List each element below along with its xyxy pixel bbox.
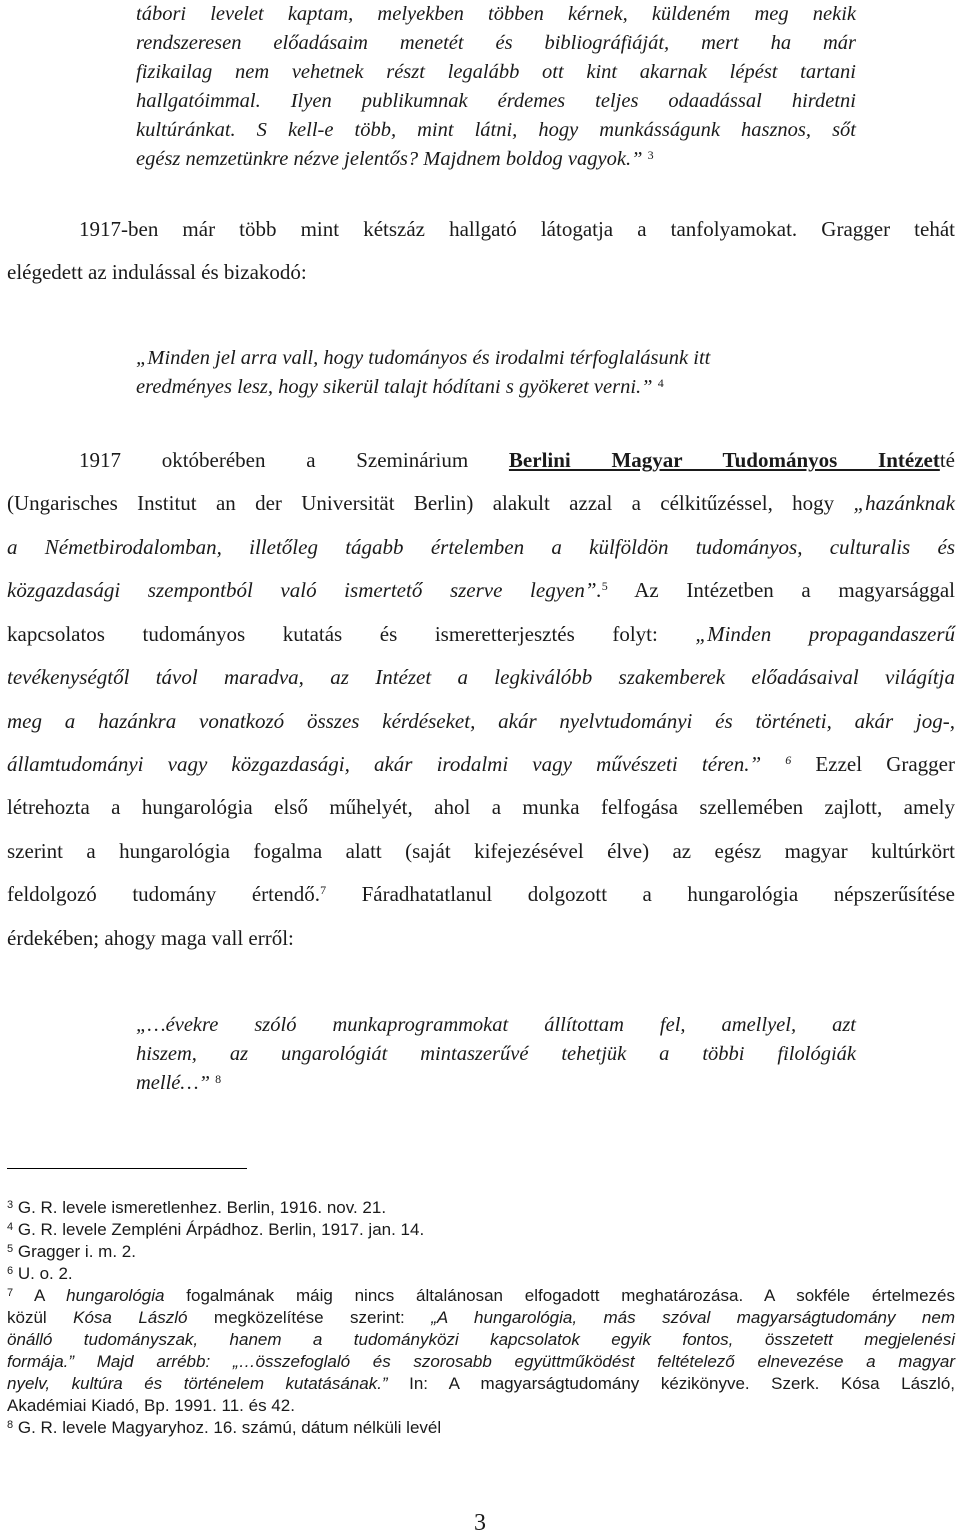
footnote-number: 6	[7, 1265, 14, 1277]
page-number: 3	[474, 1510, 486, 1536]
footnote-number: 4	[7, 1221, 14, 1233]
block-quote-3	[136, 1011, 856, 1098]
text-span: elégedett az indulással és bizakodó:	[7, 260, 307, 284]
text-span: „hazánknak	[853, 491, 955, 515]
text-span: Kósa László	[73, 1308, 188, 1327]
text-span: 1917-ben már több mint kétszáz hallgató látogatja a tanfolyamokat. Gragger tehát	[79, 217, 955, 241]
text-span: államtudományi vagy közgazdasági, akár irodalmi vagy művészeti téren.”	[7, 752, 762, 776]
text-span: „A hungarológia, más szóval magyarságtudomány nem	[431, 1308, 955, 1327]
paragraph-line	[7, 259, 955, 285]
block-quote-2	[136, 344, 856, 402]
paragraph-line	[7, 621, 955, 647]
footnote-5	[7, 1241, 955, 1263]
footnote-number: 3	[7, 1199, 14, 1211]
footnote-ref: 5	[601, 579, 608, 593]
quote-line-last	[136, 1069, 856, 1098]
quote-line: kultúránkat. S kell-e több, mint látni, hogy munkásságunk hasznos, sőt	[136, 119, 856, 141]
quote-line: hiszem, az ungarológiát mintaszerűvé tehetjük a többi filológiák	[136, 1043, 856, 1065]
footnote-ref: 4	[657, 376, 664, 390]
footnotes	[7, 1197, 955, 1439]
text-span: közül	[7, 1308, 74, 1327]
footnote-line	[7, 1351, 955, 1373]
footnote-text: G. R. levele ismeretlenhez. Berlin, 1916. nov. 21.	[13, 1198, 387, 1217]
paragraph-line	[7, 490, 955, 516]
quote-line: mellé…”	[136, 1072, 211, 1094]
text-span: 1917 októberében a Szeminárium	[79, 448, 509, 472]
footnote-text: Gragger i. m. 2.	[13, 1242, 136, 1261]
footnote-number: 5	[7, 1243, 14, 1255]
paragraph-line	[7, 216, 955, 242]
text-span: közgazdasági szempontból való ismertető szerve legyen”.	[7, 578, 602, 602]
text-span: a Németbirodalomban, illetőleg tágabb értelemben a külföldön tudományos, culturalis és	[7, 535, 955, 559]
text-span: önálló tudományszak, hanem a tudományközi kapcsolatok egyik fontos, összetett megjelenési	[7, 1330, 955, 1349]
quote-line: eredményes lesz, hogy sikerül talajt hódítani s gyökeret verni.”	[136, 376, 653, 398]
text-span: té	[939, 448, 955, 472]
paragraph-line	[7, 794, 955, 820]
footnote-ref: 8	[215, 1072, 222, 1086]
text-span: Az Intézetben a magyarsággal	[607, 578, 955, 602]
footnote-line	[7, 1329, 955, 1351]
text-span: szerint a hungarológia fogalma alatt (saját kifejezésével élve) az egész magyar kultúrkört	[7, 839, 955, 863]
footnote-number: 7	[7, 1287, 14, 1299]
text-span: Fáradhatatlanul dolgozott a hungarológia népszerűsítése	[326, 882, 955, 906]
text-span: (Ungarisches Institut an der Universität Berlin) alakult azzal a célkitűzéssel, hogy	[7, 491, 854, 515]
paragraph-line	[7, 664, 955, 690]
text-span: „Minden propagandaszerű	[695, 622, 956, 646]
text-span: Ezzel Gragger	[791, 752, 955, 776]
quote-line-last	[136, 373, 856, 402]
text-span: nyelv, kultúra és történelem kutatásának.”	[7, 1374, 388, 1393]
paragraph-line	[7, 838, 955, 864]
text-span: feldolgozó tudomány értendő.	[7, 882, 321, 906]
text-span: kapcsolatos tudományos kutatás és ismeretterjesztés folyt:	[7, 622, 696, 646]
footnote-line	[7, 1373, 955, 1395]
footnote-4	[7, 1219, 955, 1241]
text-span: létrehozta a hungarológia első műhelyét, ahol a munka felfogása szellemében zajlott, amely	[7, 795, 955, 819]
text-span: meg a hazánkra vonatkozó összes kérdéseket, akár nyelvtudományi és történeti, akár jog-,	[7, 709, 955, 733]
footnote-7	[7, 1285, 955, 1417]
quote-line: tábori levelet kaptam, melyekben többen kérnek, küldeném meg nekik	[136, 3, 856, 25]
quote-line: hallgatóimmal. Ilyen publikumnak érdemes teljes odaadással hirdetni	[136, 90, 856, 112]
text-span: hungarológia	[66, 1286, 165, 1305]
footnote-line	[7, 1307, 955, 1329]
paragraph-line	[7, 925, 955, 951]
footnote-line: Akadémiai Kiadó, Bp. 1991. 11. és 42.	[7, 1396, 295, 1415]
footnote-8	[7, 1417, 955, 1439]
paragraph-line	[7, 577, 955, 603]
paragraph-line	[7, 447, 955, 473]
paragraph-line	[7, 708, 955, 734]
paragraph-line	[7, 881, 955, 907]
text-span: In: A magyarságtudomány kézikönyve. Szerk. Kósa László,	[387, 1374, 955, 1393]
footnote-ref: 7	[320, 883, 327, 897]
quote-line: fizikailag nem vehetnek részt legalább ott kint akarnak lépést tartani	[136, 61, 856, 83]
text-span: A	[13, 1286, 67, 1305]
footnote-separator	[7, 1168, 247, 1169]
footnote-line	[7, 1285, 955, 1307]
text-span: formája.” Majd arrébb: „…összefoglaló és szorosabb együttműködést feltételező elnevezése a magyar	[7, 1352, 955, 1371]
paragraph-line	[7, 751, 955, 777]
footnote-ref: 6	[785, 753, 792, 767]
footnote-text: G. R. levele Magyaryhoz. 16. számú, dátum nélküli levél	[13, 1418, 442, 1437]
text-span: tevékenységtől távol maradva, az Intézet a legkiválóbb szakemberek előadásaival világítja	[7, 665, 955, 689]
footnote-ref: 3	[647, 148, 654, 162]
footnote-number: 8	[7, 1419, 14, 1431]
quote-line: „Minden jel arra vall, hogy tudományos és irodalmi térfoglalásunk itt	[136, 347, 711, 369]
quote-line: egész nemzetünkre nézve jelentős? Majdnem boldog vagyok.”	[136, 148, 643, 170]
institute-name: Berlini Magyar Tudományos Intézet	[508, 448, 940, 472]
footnote-text: U. o. 2.	[13, 1264, 73, 1283]
text-span: megközelítése szerint:	[187, 1308, 432, 1327]
text-span: érdekében; ahogy maga vall erről:	[7, 926, 294, 950]
footnote-text: G. R. levele Zempléni Árpádhoz. Berlin, 1917. jan. 14.	[13, 1220, 425, 1239]
quote-line: rendszeresen előadásaim menetét és bibliográfiáját, mert ha már	[136, 32, 856, 54]
footnote-6	[7, 1263, 955, 1285]
paragraph-line	[7, 534, 955, 560]
quote-line: „…évekre szóló munkaprogrammokat állítottam fel, amellyel, azt	[136, 1014, 856, 1036]
footnote-3	[7, 1197, 955, 1219]
text-span: fogalmának máig nincs általánosan elfogadott meghatározása. A sokféle értelmezés	[164, 1286, 955, 1305]
block-quote-1	[136, 0, 856, 174]
quote-line-last	[136, 145, 856, 174]
